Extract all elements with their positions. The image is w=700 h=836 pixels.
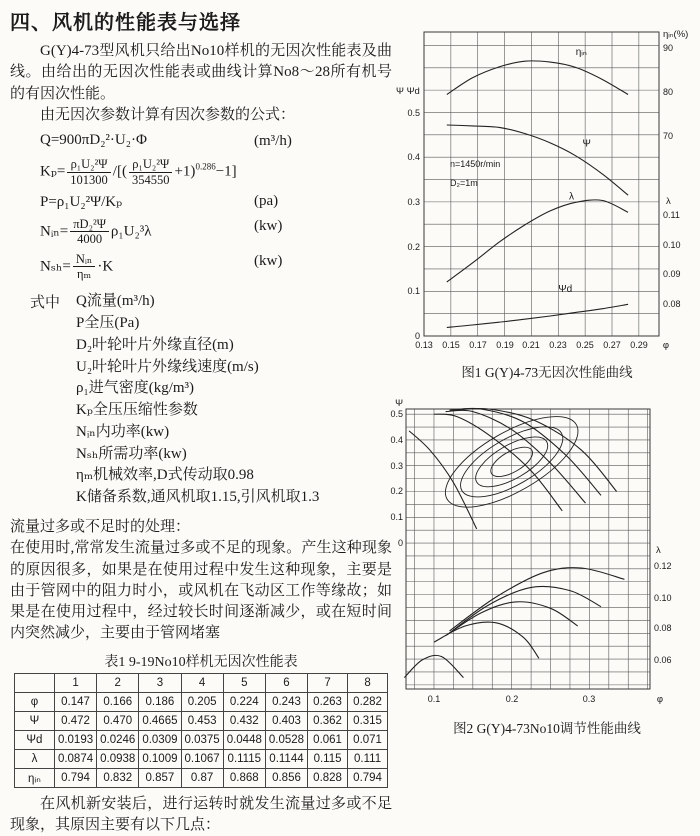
formula-unit: (kw) (254, 252, 283, 269)
formula-expression: Nᵢₙ= (40, 223, 69, 240)
table-cell: 0.263 (308, 692, 348, 711)
left-axis-title: Ψ Ψd (396, 86, 420, 97)
symbol-definitions (30, 291, 392, 509)
axis-tick-label: 0.10 (654, 593, 672, 603)
fraction-denominator: 101300 (70, 172, 108, 187)
symbol-item: Nᵢₙ内功率(kw) (76, 423, 170, 440)
axis-tick-label: 0.10 (663, 240, 681, 250)
table-row (14, 711, 387, 730)
intro-paragraph: G(Y)4-73型风机只给出No10样机的无因次性能表及曲线。由给出的无因次性能表或曲线计算No8～28所有机号的有因次性能。 (10, 43, 392, 102)
axis-tick-label: 0.25 (576, 340, 594, 350)
curve-label: λ (569, 191, 575, 203)
axis-tick-label: 0.17 (469, 340, 487, 350)
axis-tick-label: 0.11 (663, 210, 680, 220)
table-cell: 1 (54, 673, 96, 692)
table-cell: 0.0874 (54, 749, 96, 768)
fraction-denominator: ηₘ (76, 267, 92, 282)
table-cell: 0.868 (223, 768, 265, 787)
formula-expression: +1) (174, 163, 196, 180)
axis-tick-label: 0.4 (390, 435, 403, 445)
table-cell: 0.0448 (223, 730, 265, 749)
curve-ηᵢₙ (447, 61, 628, 95)
axis-tick-label: 0.09 (663, 269, 681, 279)
axis-tick-label: 0.1 (407, 286, 420, 296)
curve-series-4 (409, 431, 477, 529)
symbol-item: Kₚ全压压缩性参数 (76, 402, 198, 419)
symbol-item: D₂叶轮叶片外缘直径(m) (76, 336, 234, 353)
table-cell: λ (14, 749, 54, 768)
table-cell: 0.794 (54, 768, 96, 787)
axis-tick-label: 0.1 (390, 512, 403, 522)
axis-tick-label: 0.1 (427, 694, 441, 704)
table-cell: 0.0246 (97, 730, 139, 749)
formula-expression: Nₛₕ= (40, 258, 71, 274)
table-cell: 0.147 (54, 692, 96, 711)
table-cell: 0.0193 (54, 730, 96, 749)
table-cell: 0.87 (181, 768, 223, 787)
axis-tick-label: 0.2 (505, 694, 519, 704)
axis-tick-label: 0.3 (390, 461, 403, 471)
table-row (14, 749, 387, 768)
symbol-item: K储备系数,通风机取1.15,引风机取1.3 (76, 489, 320, 506)
chart-curves (404, 399, 624, 678)
annotation-speed: n=1450r/min (450, 159, 501, 169)
chart-curves (447, 61, 628, 328)
table-cell: 0.282 (348, 692, 388, 711)
fraction (70, 217, 109, 247)
formula-expression: P=ρ₁U₂²Ψ/Kₚ (40, 193, 123, 210)
curve-series-9 (450, 568, 625, 631)
axis-tick-label: 80 (663, 87, 674, 97)
performance-table (14, 673, 388, 788)
table-cell: 0.432 (223, 711, 265, 730)
fraction-numerator: Nᵢₙ (73, 252, 95, 267)
table-cell: 0.243 (265, 692, 307, 711)
formula-q (40, 132, 392, 152)
table-row (14, 673, 387, 692)
table-cell: 0.061 (308, 730, 348, 749)
axis-tick-label: 0.08 (654, 623, 672, 633)
curve-label: Ψ (582, 138, 591, 150)
symbol-item: U₂叶轮叶片外缘线速度(m/s) (76, 358, 259, 375)
table-cell: 0.794 (348, 768, 388, 787)
axis-tick-label: 0.3 (407, 197, 420, 207)
fraction-numerator: ρ₁U₂²Ψ (129, 157, 173, 172)
flow-heading: 流量过多或不足时的处理： (10, 518, 191, 535)
text-column (10, 6, 392, 836)
table-cell: 5 (223, 673, 265, 692)
fraction-denominator: 354550 (131, 172, 170, 187)
table-cell: 0.832 (97, 768, 139, 787)
table-cell: 0.1067 (181, 749, 223, 768)
table-cell: 0.470 (97, 711, 139, 730)
formula-unit: (m³/h) (254, 133, 292, 150)
chart-grid (406, 409, 650, 689)
table-cell: 3 (139, 673, 181, 692)
symbol-item: Nₛₕ所需功率(kw) (76, 445, 187, 462)
formula-p (40, 192, 392, 212)
table-cell: 0.166 (97, 692, 139, 711)
plot-border (406, 409, 650, 689)
table-cell: 0.0309 (139, 730, 181, 749)
axis-tick-label: 70 (663, 131, 674, 141)
axis-tick-label: 0.23 (549, 340, 567, 350)
table-cell: 7 (308, 673, 348, 692)
table-cell: 0.071 (348, 730, 388, 749)
fraction-numerator: πD₂²Ψ (70, 217, 109, 232)
table-cell: 0.115 (308, 749, 348, 768)
table-cell: 0.1009 (139, 749, 181, 768)
symbol-lead: 式中 (30, 295, 61, 312)
axis-tick-label: 0.29 (630, 340, 648, 350)
table-cell: 0.403 (265, 711, 307, 730)
axis-tick-label: 0.4 (407, 152, 420, 162)
symbol-item: Q流量(m³/h) (76, 293, 155, 310)
table-caption: 表1 9-19No10样机无因次性能表 (104, 654, 298, 670)
curve-Ψd (447, 304, 628, 327)
symbol-item: ηₘ机械效率,D式传动取0.98 (76, 467, 254, 484)
table-cell: Ψ (14, 711, 54, 730)
axis-tick-label: 0.3 (582, 694, 596, 704)
formula-nsh (40, 252, 392, 282)
figure1-dimensionless-performance-chart (394, 14, 694, 359)
table-cell: 0.224 (223, 692, 265, 711)
table-cell: 0.1144 (265, 749, 307, 768)
table-cell: 0.1115 (223, 749, 265, 768)
table-cell: 0.453 (181, 711, 223, 730)
right-axis-eta-title: ηᵢₙ(%) (663, 29, 689, 40)
curve-series-1 (450, 408, 602, 495)
flow-paragraph: 在使用时,常常发生流量过多或不足的现象。产生这种现象的原因很多，如果是在使用过程中发生这种现象，主要是由于管网中的阻力时小，或风机在飞动区工作等缘故；如果是在使用过程中，经过较长时间逐渐减少，或在短时间内突然减少，主要由于管网堵塞 (10, 540, 392, 642)
curve-series-6 (434, 622, 539, 658)
formula-exponent: 0.286 (195, 161, 216, 172)
symbol-item: P全压(Pa) (76, 315, 140, 332)
table-cell: 0.315 (348, 711, 388, 730)
axis-tick-label: 0 (397, 538, 403, 548)
table-row (14, 692, 387, 711)
formula-expression: Q=900πD₂²·U₂·Φ (40, 132, 147, 149)
axis-tick-label: 0.2 (390, 486, 403, 496)
fraction (73, 252, 95, 282)
table-cell: 0.472 (54, 711, 96, 730)
table-cell: 0.111 (348, 749, 388, 768)
formula-nin (40, 217, 392, 247)
axis-tick-label: 0.08 (663, 299, 681, 309)
formula-expression: Kₚ= (40, 163, 66, 180)
curve-label: Ψd (558, 284, 573, 296)
annotation-diameter: D₂=1m (450, 178, 478, 188)
figure2-regulation-performance-chart (390, 393, 694, 715)
fraction (129, 157, 173, 187)
curve-series-0 (453, 408, 616, 491)
axis-tick-label: 0.27 (603, 340, 621, 350)
table-row (14, 768, 387, 787)
table-cell: 0.857 (139, 768, 181, 787)
figure1-caption: 图1 G(Y)4-73无因次性能曲线 (461, 365, 633, 380)
left-axis-title: Ψ (395, 398, 403, 409)
fraction-numerator: ρ₁U₂²Ψ (67, 157, 111, 172)
table-cell: 0.0528 (265, 730, 307, 749)
symbol-item: ρ₁进气密度(kg/m³) (76, 380, 195, 397)
axis-tick-label: 0.06 (654, 655, 672, 665)
table-cell: 0.0938 (97, 749, 139, 768)
axis-tick-label: 0 (414, 331, 420, 341)
table-cell: 0.856 (265, 768, 307, 787)
formula-kp (40, 157, 392, 187)
table-cell: 0.186 (139, 692, 181, 711)
axis-tick-label: 0.5 (407, 108, 420, 118)
x-axis-title: φ (656, 694, 664, 705)
page-title: 四、风机的性能表与选择 (10, 12, 241, 34)
table-cell: 0.0375 (181, 730, 223, 749)
table-cell: 0.828 (308, 768, 348, 787)
axis-tick-label: 0.13 (415, 340, 433, 350)
curve-label: ηᵢₙ (575, 47, 587, 59)
table-cell (14, 673, 54, 692)
axis-tick-label: 0.21 (522, 340, 540, 350)
axis-tick-label: 0.2 (407, 242, 420, 252)
table-cell: Ψd (14, 730, 54, 749)
figure2-caption: 图2 G(Y)4-73No10调节性能曲线 (453, 721, 641, 736)
table-cell: 0.362 (308, 711, 348, 730)
fraction-denominator: 4000 (77, 232, 103, 247)
formula-expression: −1] (215, 163, 237, 180)
table-cell: 0.205 (181, 692, 223, 711)
axis-tick-label: 90 (663, 43, 674, 53)
x-axis-title: φ (662, 340, 670, 351)
table-cell: φ (14, 692, 54, 711)
table-cell: 6 (265, 673, 307, 692)
table-cell: ηᵢₙ (14, 768, 54, 787)
curve-λ (447, 200, 628, 282)
symbol-list (76, 291, 362, 509)
formula-unit: (pa) (254, 192, 279, 209)
table-cell: 2 (97, 673, 139, 692)
formula-intro: 由无因次参数计算有因次参数的公式： (40, 106, 296, 123)
axis-tick-label: 0.12 (654, 561, 672, 571)
axis-tick-label: 0.19 (496, 340, 514, 350)
table-cell: 8 (348, 673, 388, 692)
closing-paragraph: 在风机新安装后，进行运转时就发生流量过多或不足现象，其原因主要有以下几点： (10, 795, 392, 834)
formula-expression: ·K (97, 258, 114, 274)
curve-series-8 (448, 586, 601, 634)
table-cell: 4 (181, 673, 223, 692)
formula-unit: (kw) (254, 217, 283, 234)
formula-expression: /[( (112, 163, 127, 180)
table-row (14, 730, 387, 749)
table-cell: 0.4665 (139, 711, 181, 730)
fraction (67, 157, 111, 187)
right-axis-lambda-title: λ (666, 196, 671, 207)
formula-expression: ρ₁U₂³λ (110, 223, 152, 240)
axis-tick-label: 0.15 (442, 340, 460, 350)
right-axis-lambda-title: λ (656, 545, 661, 556)
formula-block (40, 132, 392, 281)
axis-tick-label: 0.5 (390, 409, 403, 419)
figure-column (390, 14, 700, 749)
